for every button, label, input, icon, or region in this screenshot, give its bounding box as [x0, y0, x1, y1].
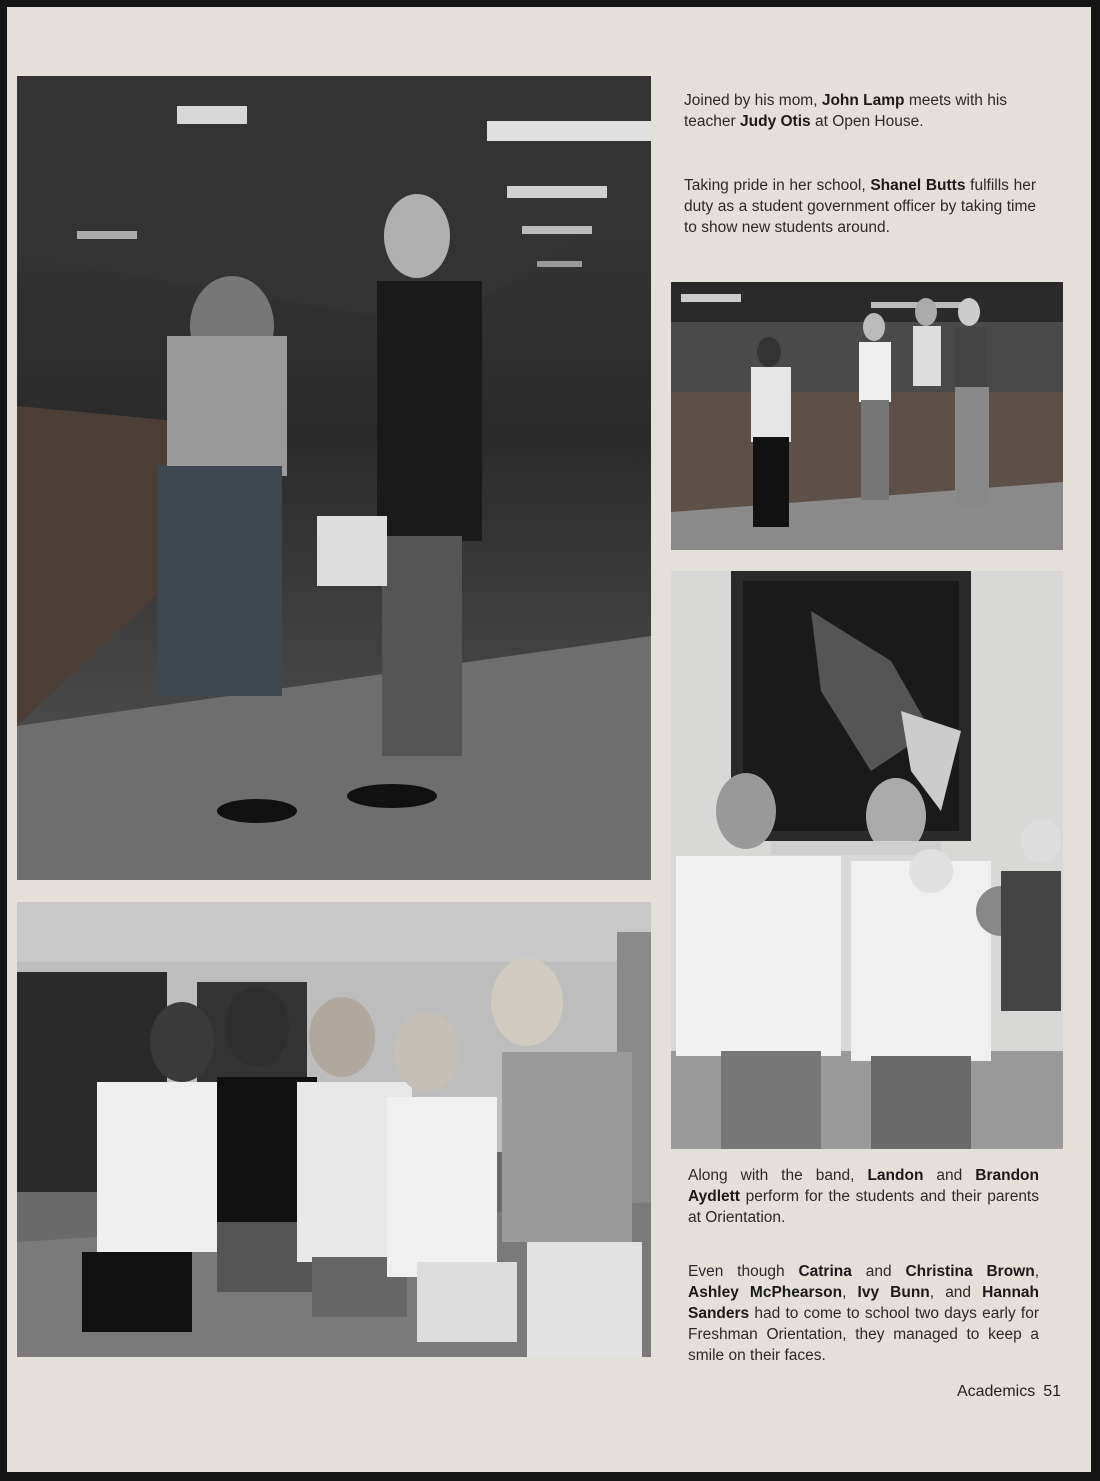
caption-text: and — [851, 1263, 906, 1280]
caption-name: Brandon Aydlett — [688, 1167, 1039, 1205]
caption-name: Landon — [867, 1167, 924, 1184]
caption-text: had to come to school two days early for Freshman Orientation, they managed to keep a smile on their faces. — [688, 1305, 1039, 1364]
caption-text: , and — [929, 1284, 983, 1301]
caption-text: Even though — [688, 1263, 799, 1280]
caption-name: Ashley McPhearson — [688, 1284, 843, 1301]
caption-name: Judy Otis — [740, 113, 811, 130]
caption-student-government — [684, 175, 1036, 238]
caption-text: Joined by his mom, — [684, 92, 822, 109]
caption-text: perform for the students and their parents at Orientation. — [688, 1188, 1039, 1226]
caption-name: Christina Brown — [905, 1263, 1035, 1280]
yearbook-page — [7, 7, 1091, 1472]
caption-text: , — [842, 1284, 858, 1301]
caption-name: Shanel Butts — [870, 177, 966, 194]
caption-band — [688, 1165, 1039, 1228]
photo-open-house — [17, 76, 651, 880]
caption-text: Taking pride in her school, — [684, 177, 871, 194]
photo-student-government-tour — [671, 282, 1063, 550]
caption-open-house — [684, 90, 1044, 132]
page-footer — [957, 1383, 1061, 1401]
section-name: Academics — [956, 1383, 1036, 1400]
caption-text: Along with the band, — [688, 1167, 868, 1184]
caption-text: meets with his teacher — [684, 92, 1008, 130]
photo-freshman-orientation-group — [17, 902, 651, 1357]
caption-name: John Lamp — [821, 92, 905, 109]
caption-text: , — [1034, 1263, 1039, 1280]
caption-text: fulfills her duty as a student government officer by taking time to show new students around. — [684, 177, 1036, 236]
caption-text: and — [923, 1167, 976, 1184]
caption-freshman-orientation — [688, 1261, 1039, 1366]
caption-text: at Open House. — [810, 113, 924, 130]
page-number: 51 — [1043, 1383, 1061, 1400]
caption-name: Catrina — [798, 1263, 852, 1280]
photo-band-orientation — [671, 571, 1063, 1149]
caption-name: Hannah Sanders — [688, 1284, 1039, 1322]
caption-name: Ivy Bunn — [857, 1284, 930, 1301]
